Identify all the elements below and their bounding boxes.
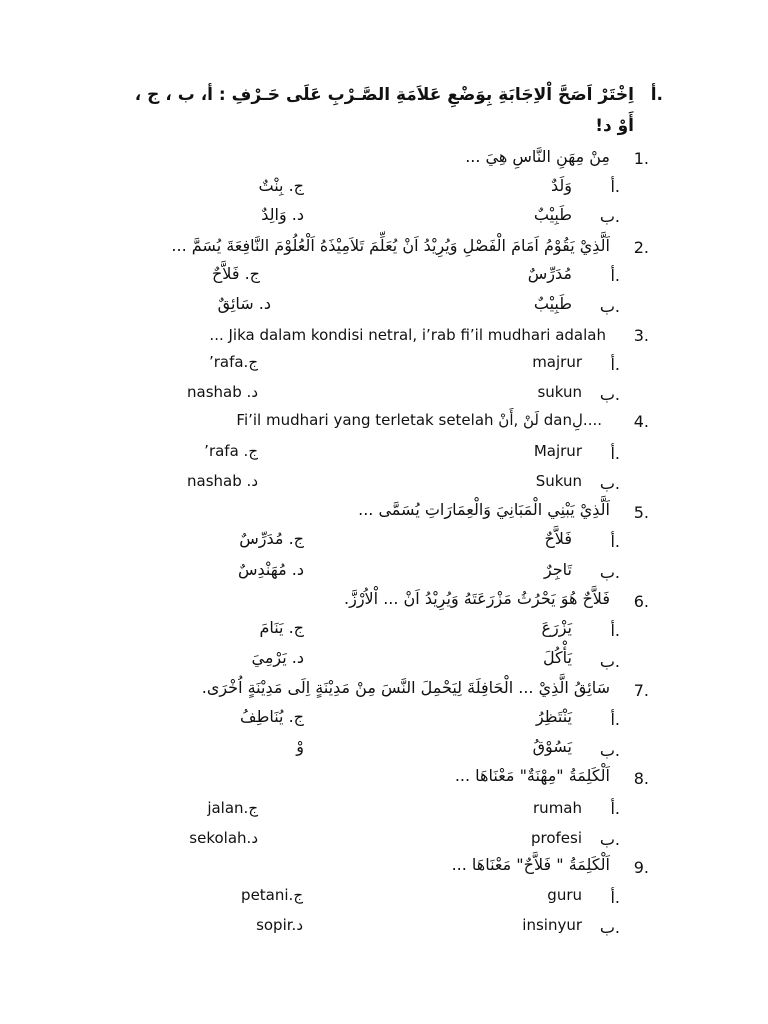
option-b: Sukun — [535, 472, 582, 490]
option-c: ج. يُنَاطِفُ — [240, 707, 304, 726]
section-marker: أ. — [650, 85, 663, 105]
question-text: فَلاَّحٌ هُوَ يَحْرُثُ مَزْرَعَتَهُ وَيُرِيْدُ اَنْ ... اْلاُرْزَّ. — [344, 589, 610, 608]
option-b: profesi — [530, 829, 582, 847]
option-a: مُدَرِّسٌ — [527, 264, 572, 283]
option-a: majrur — [532, 353, 582, 371]
question-text: مِنْ مِهَنِ النَّاسِ هِيَ ... — [465, 147, 610, 166]
question-text: اَلَّذِيْ يَقُوْمُ اَمَامَ الْفَصْلِ وَيُرِيْدُ اَنْ يُعَلِّمَ تَلاَمِيْذَهُ اَلْعُلُوْمَ النَّافِعَةَ يُسَمَّ ... — [171, 236, 610, 255]
option-c: jalan.ج — [207, 799, 258, 817]
option-d: nashab .د — [187, 472, 258, 490]
option-letter: ب. — [599, 385, 620, 404]
option-letter: ب. — [599, 918, 620, 937]
option-b: يَأْكُلَ — [542, 648, 572, 667]
option-letter: ب. — [599, 474, 620, 493]
option-a: يَنْتَظِرُ — [535, 707, 572, 726]
option-letter: أ. — [610, 177, 620, 196]
option-c: ج. فَلاَّحٌ — [211, 264, 260, 283]
option-a: guru — [547, 886, 582, 904]
option-letter: أ. — [610, 799, 620, 818]
option-c: ’rafa.ج — [208, 353, 258, 371]
question-number: 2. — [633, 238, 649, 257]
option-d: sekolah.د — [189, 829, 258, 847]
option-d: وْ — [296, 737, 304, 756]
question-number: 8. — [633, 769, 649, 788]
option-a: فَلاَّحٌ — [544, 529, 572, 548]
question-number: 1. — [633, 149, 649, 168]
option-a: يَزْرَعَ — [541, 618, 572, 637]
option-b: طَبِيْبٌ — [533, 294, 572, 313]
question-number: 4. — [633, 412, 649, 431]
option-b: طَبِيْبٌ — [533, 205, 572, 224]
question-text: اَلَّذِيْ يَبْنِي الْمَبَانِيَ وَالْعِمَارَاتِ يُسَمَّى ... — [358, 500, 610, 519]
option-letter: أ. — [610, 710, 620, 729]
option-d: د. وَالِدٌ — [261, 205, 304, 224]
option-d: د. مُهَنْدِسٌ — [238, 560, 304, 579]
question-number: 6. — [633, 592, 649, 611]
instruction-line-2: أَوْ د! — [595, 116, 634, 136]
option-b: يَسُوْقُ — [532, 737, 572, 756]
question-text: اَلْكَلِمَةُ "مِهْنَةٌ" مَعْنَاهَا ... — [454, 766, 610, 785]
option-letter: ب. — [599, 297, 620, 316]
option-b: insinyur — [522, 916, 582, 934]
option-a: rumah — [533, 799, 582, 817]
option-b: تَاجِرٌ — [543, 560, 572, 579]
option-d: sopir.د — [256, 916, 303, 934]
instruction-line-1: اِخْتَرْ اَصَحَّ اْلاِجَابَةِ بِوَضْعِ عَلاَمَةِ الصَّـرْبِ عَلَى حَـرْفِ : أ، ب ، ج ، — [134, 85, 634, 105]
question-number: 7. — [633, 681, 649, 700]
option-c: ’rafa .ج — [204, 442, 258, 460]
option-letter: أ. — [610, 266, 620, 285]
option-c: ج. يَنَامَ — [259, 618, 304, 637]
option-a: وَلَدٌ — [551, 176, 572, 195]
option-a: Majrur — [533, 442, 582, 460]
option-letter: أ. — [610, 532, 620, 551]
question-number: 5. — [633, 503, 649, 522]
question-text: ... Jika dalam kondisi netral, i’rab fi’il mudhari adalah — [209, 326, 606, 344]
option-letter: أ. — [610, 444, 620, 463]
option-c: ج. مُدَرِّسٌ — [239, 529, 304, 548]
question-number: 9. — [633, 858, 649, 877]
option-d: د. سَائِقٌ — [217, 294, 271, 313]
option-d: د. يَرْمِيَ — [251, 648, 304, 667]
option-letter: ب. — [599, 207, 620, 226]
option-letter: ب. — [599, 741, 620, 760]
option-c: ج. بِنْتٌ — [258, 176, 304, 195]
option-letter: ب. — [599, 830, 620, 849]
question-text: سَائِقُ الَّذِيْ ... الْحَافِلَةَ لِيَحْمِلَ النَّسَ مِنْ مَدِيْنَةٍ اِلَى مَدِيْنَةٍ اُخْرَى. — [201, 678, 610, 697]
question-text: Fi’il mudhari yang terletak setelah لَنْ ,أَنْ danلِ.... — [236, 411, 602, 429]
option-letter: أ. — [610, 888, 620, 907]
option-b: sukun — [537, 383, 582, 401]
option-letter: أ. — [610, 355, 620, 374]
option-letter: ب. — [599, 652, 620, 671]
question-text: اَلْكَلِمَةُ " فَلاَّحٌ" مَعْنَاهَا ... — [451, 855, 610, 874]
question-number: 3. — [633, 326, 649, 345]
option-d: nashab .د — [187, 383, 258, 401]
option-letter: ب. — [599, 563, 620, 582]
option-c: petani.ج — [241, 886, 303, 904]
option-letter: أ. — [610, 621, 620, 640]
